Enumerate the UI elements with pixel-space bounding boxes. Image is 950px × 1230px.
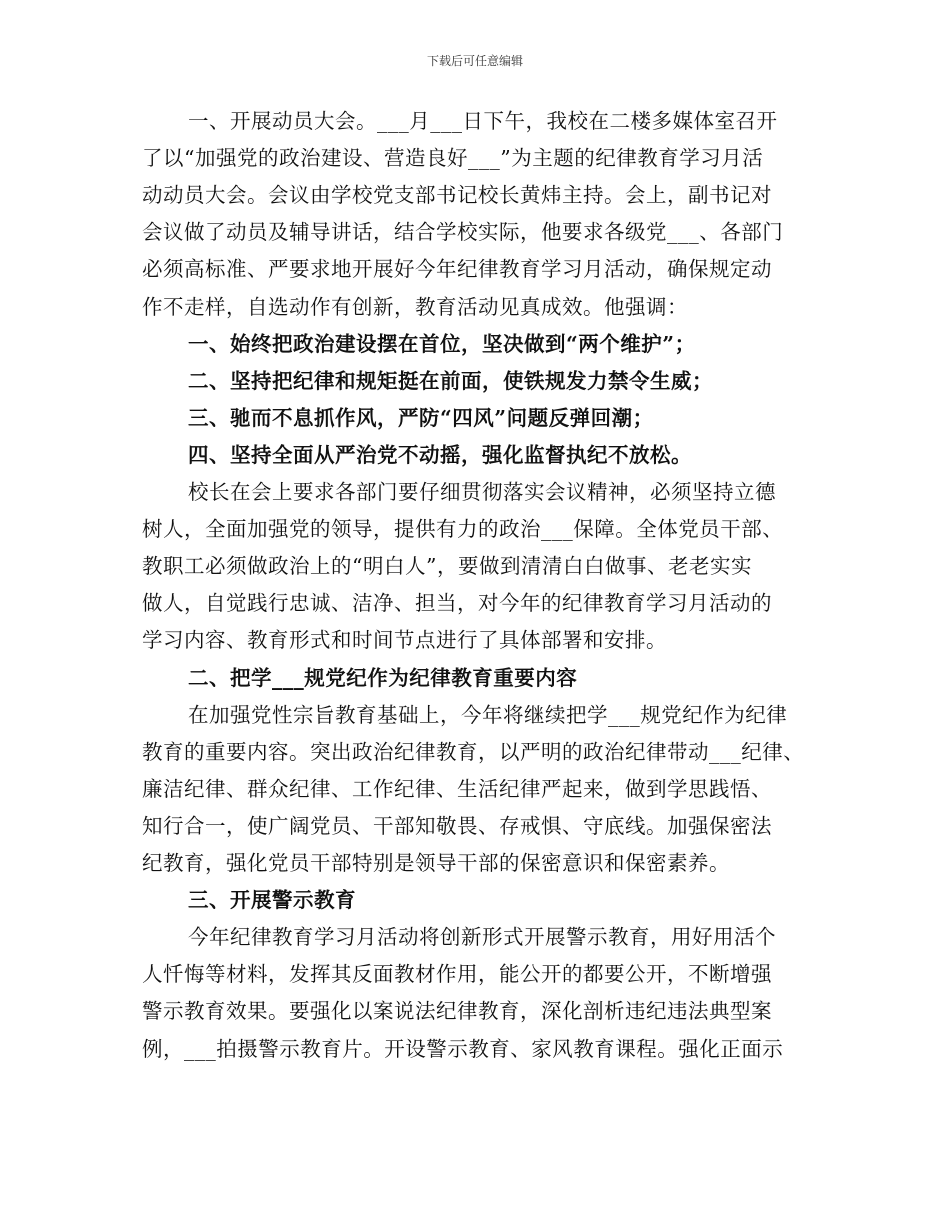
section-heading-line: 四、坚持全面从严治党不动摇，强化监督执纪不放松。	[188, 442, 692, 467]
paragraph-line: 纪教育，强化党员干部特别是领导干部的保密意识和保密素养。	[142, 851, 730, 875]
paragraph-line: 教育的重要内容。突出政治纪律教育，以严明的政治纪律带动___纪律、	[142, 739, 805, 764]
paragraph-line: 必须高标准、严要求地开展好今年纪律教育学习月活动，确保规定动	[142, 257, 772, 282]
paragraph-line: 警示教育效果。要强化以案说法纪律教育，深化剖析违纪违法典型案	[142, 999, 772, 1024]
paragraph-line: 廉洁纪律、群众纪律、工作纪律、生活纪律严起来，做到学思践悟、	[142, 776, 772, 801]
page-header: 下载后可任意编辑	[426, 54, 523, 68]
section-heading-line: 三、开展警示教育	[188, 888, 356, 913]
paragraph-line: 动动员大会。会议由学校党支部书记校长黄炜主持。会上，副书记对	[142, 183, 772, 208]
paragraph-line: 树人，全面加强党的领导，提供有力的政治___保障。全体党员干部、	[142, 517, 784, 542]
paragraph-line: 校长在会上要求各部门要仔细贯彻落实会议精神，必须坚持立德	[188, 480, 776, 504]
paragraph-line: 人忏悔等材料，发挥其反面教材作用，能公开的都要公开，不断增强	[142, 962, 772, 987]
paragraph-line: 了以“加强党的政治建设、营造良好___”为主题的纪律教育学习月活	[142, 146, 764, 171]
paragraph-line: 例，___拍摄警示教育片。开设警示教育、家风教育课程。强化正面示	[142, 1036, 784, 1061]
paragraph-line: 一、开展动员大会。___月___日下午，我校在二楼多媒体室召开	[188, 109, 778, 133]
paragraph-line: 教职工必须做政治上的“明白人”，要做到清清白白做事、老老实实	[142, 554, 752, 579]
paragraph-line: 在加强党性宗旨教育基础上，今年将继续把学___规党纪作为纪律	[188, 702, 788, 727]
paragraph-line: 今年纪律教育学习月活动将创新形式开展警示教育，用好用活个	[188, 925, 776, 950]
paragraph-line: 学习内容、教育形式和时间节点进行了具体部署和安排。	[142, 628, 667, 653]
section-heading-line: 二、坚持把纪律和规矩挺在前面，使铁规发力禁令生威；	[188, 368, 713, 393]
paragraph-line: 会议做了动员及辅导讲话，结合学校实际，他要求各级党___、各部门	[142, 220, 784, 245]
paragraph-line: 做人，自觉践行忠诚、洁净、担当，对今年的纪律教育学习月活动的	[142, 591, 772, 616]
paragraph-line: 作不走样，自选动作有创新，教育活动见真成效。他强调：	[142, 294, 688, 319]
paragraph-line: 知行合一，使广阔党员、干部知敬畏、存戒惧、守底线。加强保密法	[142, 813, 772, 838]
section-heading-line: 二、把学___规党纪作为纪律教育重要内容	[188, 665, 578, 690]
section-heading-line: 三、驰而不息抓作风，严防“四风”问题反弹回潮；	[188, 405, 654, 430]
section-heading-line: 一、始终把政治建设摆在首位，坚决做到“两个维护”；	[188, 331, 696, 356]
